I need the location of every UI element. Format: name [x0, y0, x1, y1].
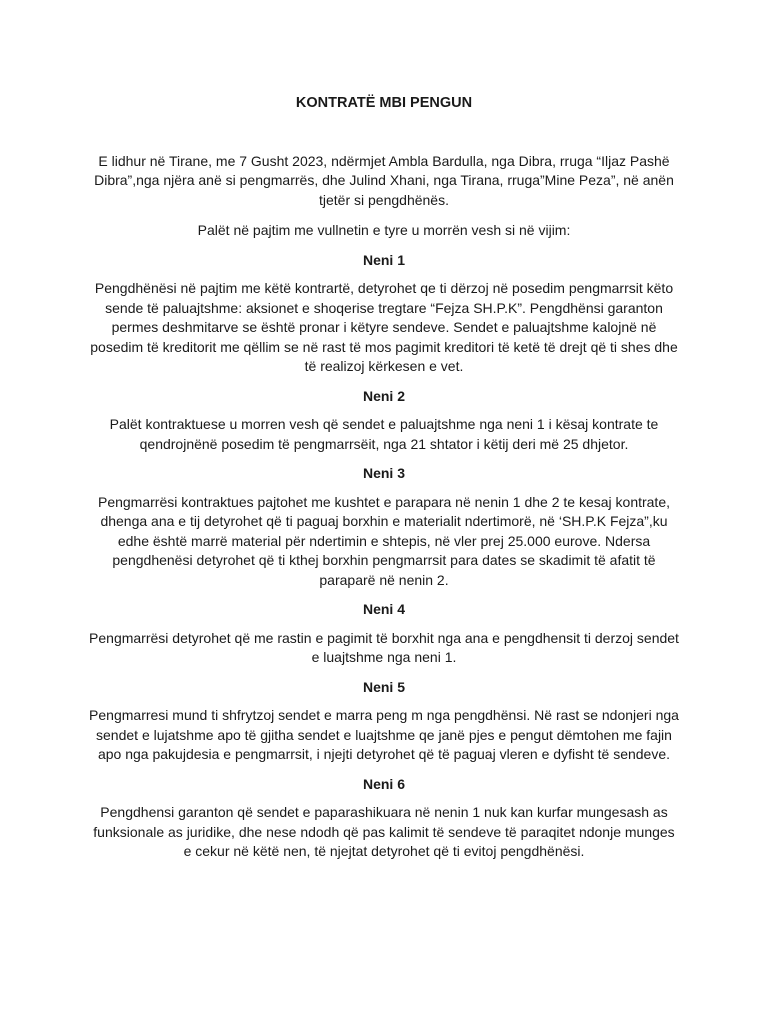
article-heading: Neni 1 — [362, 251, 405, 268]
article-2 — [88, 387, 680, 455]
intro-paragraph: E lidhur në Tirane, me 7 Gusht 2023, ndërmjet Ambla Bardulla, nga Dibra, rruga “Iljaz Pashë Dibra”,nga njëra anë si pengmarrës, dhe Julind Xhani, nga Tirana, rruga”Mine Peza”, në anën tjetër si pengdhënës. — [94, 152, 674, 208]
article-text: Pengdhënësi në pajtim me këtë kontrartë, detyrohet qe ti dërzoj në posedim pengmarrsit këto sende të paluajtshme: aksionet e shoqerise tregtare “Fejza SH.P.K”. Pengdhënsi garanton permes deshmitarve se është pronar i këtyre sendeve. Sendet e paluajtshme kalojnë në posedim të kreditorit me qëllim se në rast të mos pagimit kreditori të ketë të drejt që ti shes dhe të realizoj kërkesen e vet. — [90, 280, 678, 374]
article-5 — [88, 678, 680, 765]
article-text: Pengmarrësi kontraktues pajtohet me kushtet e parapara në nenin 1 dhe 2 te kesaj kontrate, dhenga ana e tij detyrohet që ti paguaj borxhin e materialit ndertimorë, në ‘SH.P.K Fejza”,ku edhe është marrë material për ndertimin e shtepis, në vler prej 25.000 eurove. Ndersa pengdhenësi detyrohet që ti kthej borxhin pengmarrsit para dates se skadimit të afatit të paraparë në nenin 2. — [97, 493, 671, 588]
article-text: Pengdhensi garanton që sendet e paparashikuara në nenin 1 nuk kan kurfar mungesash as funksionale as juridike, dhe nese ndodh që pas kalimit të sendeve të paraqitet ndonje munges e cekur në këtë nen, të njejtat detyrohet që ti evitoj pengdhënësi. — [93, 804, 675, 859]
contract-document — [88, 94, 680, 872]
document-title: KONTRATË MBI PENGUN — [295, 95, 473, 111]
article-text: Pengmarresi mund ti shfrytzoj sendet e marra peng m nga pengdhënsi. Në rast se ndonjeri nga sendet e lujatshme apo të gjitha sendet e luajtshme qe janë pjes e pengut dëmtohen me fajin apo nga pakujdesia e pengmarrsit, i njejti detyrohet që të paguaj vleren e dyfisht të sendeve. — [89, 707, 679, 762]
article-heading: Neni 3 — [362, 465, 405, 481]
article-3 — [88, 464, 680, 590]
article-heading: Neni 4 — [362, 601, 405, 617]
article-4 — [88, 600, 680, 668]
article-6 — [88, 775, 680, 862]
article-text: Pengmarrësi detyrohet që me rastin e pagimit të borxhit nga ana e pengdhensit ti derzoj sendet e luajtshme nga neni 1. — [89, 629, 679, 665]
article-heading: Neni 5 — [362, 678, 405, 695]
preamble-paragraph: Palët në pajtim me vullnetin e tyre u morrën vesh si në vijim: — [197, 222, 571, 238]
article-text: Palët kontraktuese u morren vesh që sendet e paluajtshme nga neni 1 i kësaj kontrate te qendrojnënë posedim të pengmarrsëit, nga 21 shtator i këtij deri më 25 dhjetor. — [109, 416, 659, 452]
article-1 — [88, 251, 680, 377]
article-heading: Neni 2 — [362, 387, 405, 404]
article-heading: Neni 6 — [362, 775, 405, 792]
